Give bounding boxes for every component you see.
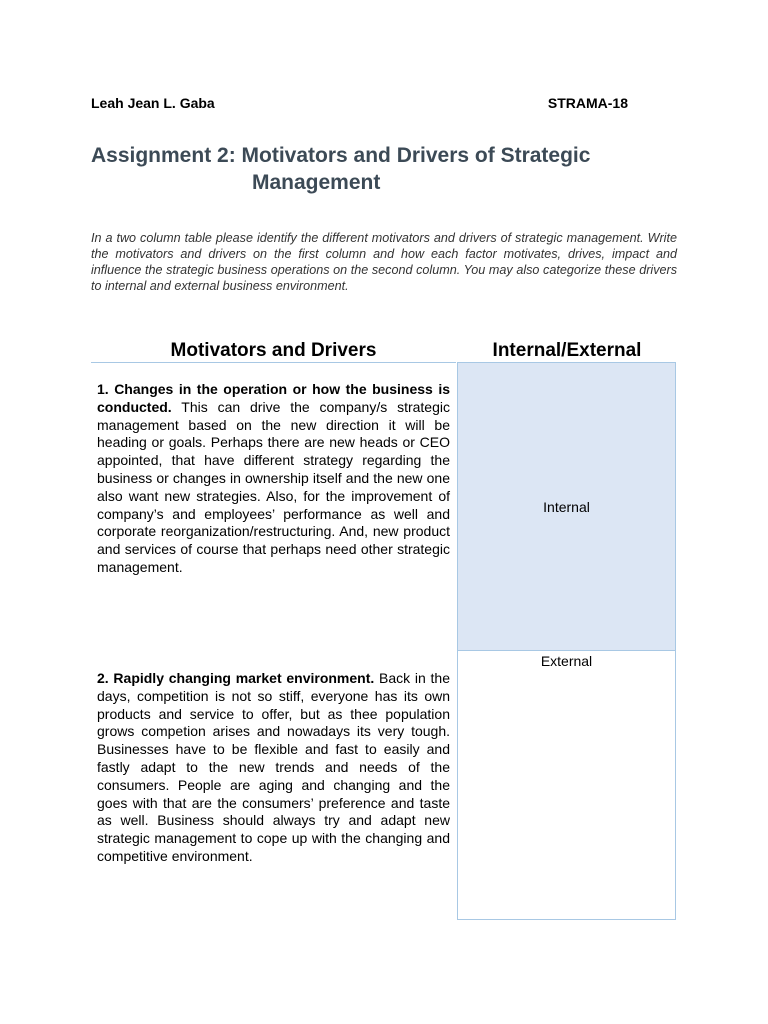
title-line-2: Management [252,171,381,194]
title-line-1: Assignment 2: Motivators and Drivers of Strategic [91,144,591,167]
row-2-body: Back in the days, competition is not so stiff, everyone has its own products and service to offer, but as thee population grows competion arises and nowadays its very tough. Businesses have to be flexible and fast to easily and fastly adapt to the new trends and needs of the consumers. People are aging and changing and the goes with that are the consumers’ preference and taste as well. Business should always try and adapt new strategic management to cope up with the changing and competitive environment. [97,670,451,864]
author-name: Leah Jean L. Gaba [91,95,215,111]
table-row-1-category-cell [457,362,676,651]
row-1-body: This can drive the company/s strategic management based on the new direction it will be heading or goals. Perhaps there are new heads or CEO appointed, that have different strategy regarding the business or changes in ownership itself and the new one also want new strategies. Also, for the improvement of company’s and employees’ performance as well and corporate reorganization/restructuring. And, new product and services of course that perhaps need other strategic management. [97,398,450,575]
row-2-category: External [540,653,593,669]
assignment-title [91,142,651,196]
course-code: STRAMA-18 [547,95,628,111]
column-header-motivators: Motivators and Drivers [170,340,377,361]
table-top-rule [91,362,456,363]
table-row-1-driver [97,381,450,577]
table-row-2-driver [97,670,450,866]
row-2-heading: 2. Rapidly changing market environment. [97,670,375,686]
instructions-paragraph: In a two column table please identify the different motivators and drivers of strategic management. Write the motivators and drivers on the first column and how each factor motivates, drives, impact and influence the strategic business operations on the second column. You may also categorize these drivers to internal and external business environment. [91,231,677,293]
table-row-2-category-cell [457,650,676,920]
row-1-category: Internal [543,499,590,515]
row-1-heading: 1. Changes in the operation or how the business is conducted. [97,381,450,415]
column-header-internal-external: Internal/External [492,340,642,361]
